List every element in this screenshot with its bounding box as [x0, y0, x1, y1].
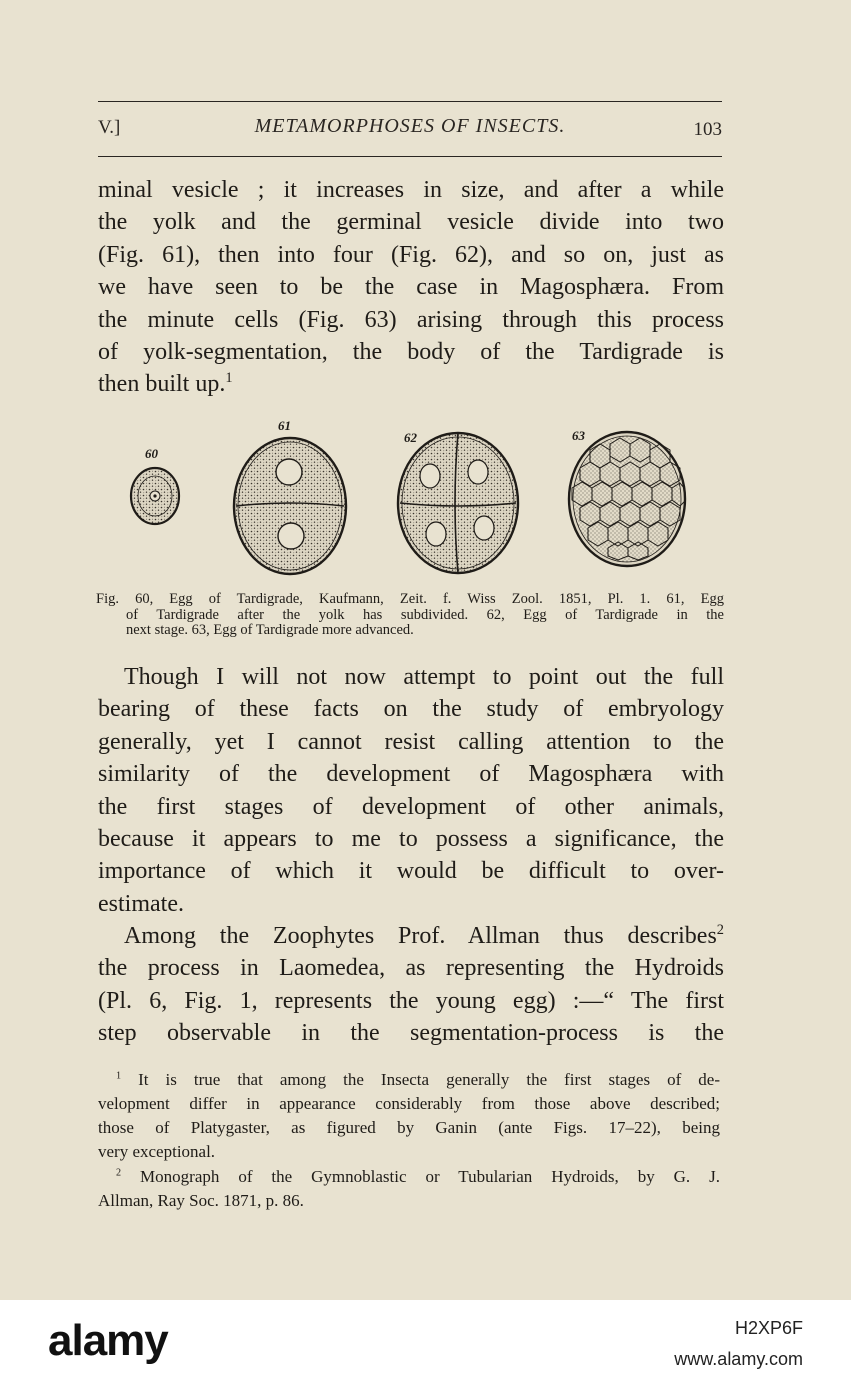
footnote-line: velopment differ in appearance considerably from those above described; [98, 1094, 720, 1113]
caption-line: of Tardigrade after the yolk has subdivided. 62, Egg of Tardigrade in the [126, 606, 724, 623]
footnote-marker-1: 1 [116, 1070, 122, 1082]
fig-61-label: 61 [278, 418, 291, 433]
page-number: 103 [693, 119, 722, 140]
text-line: because it appears to me to possess a significance, the [98, 826, 724, 853]
header-rule-top [98, 101, 722, 102]
footnote-1 [98, 1068, 720, 1164]
text-line: similarity of the development of Magosphæra with [98, 761, 724, 788]
footnote-line: very exceptional. [98, 1142, 216, 1161]
text-line: estimate. [98, 890, 184, 917]
paragraph-3 [98, 920, 724, 1050]
egg-62 [398, 433, 518, 573]
text-line-with-ref [98, 368, 724, 400]
caption-line: next stage. 63, Egg of Tardigrade more advanced. [126, 622, 414, 638]
footnote-line [98, 1165, 720, 1189]
chapter-number: V.] [98, 117, 121, 138]
text-line: (Pl. 6, Fig. 1, represents the young egg) :—“ The first [98, 987, 724, 1014]
text-line: we have seen to be the case in Magosphæra. From [98, 274, 724, 301]
stock-url: www.alamy.com [674, 1349, 803, 1369]
paragraph-2 [98, 661, 724, 920]
footnote-line [98, 1068, 720, 1092]
fig-63-label: 63 [572, 428, 585, 443]
running-head [98, 113, 722, 143]
text-line: the first stages of development of other animals, [98, 793, 724, 820]
fig-60-label: 60 [145, 446, 158, 461]
text-line: Among the Zoophytes Prof. Allman thus describes [124, 923, 717, 949]
egg-61 [234, 438, 346, 574]
stock-image-id: H2XP6F [734, 1318, 803, 1338]
text-line: the minute cells (Fig. 63) arising through this process [98, 306, 724, 333]
footnote-marker-2: 2 [116, 1167, 122, 1179]
figure-tardigrade-eggs [100, 410, 720, 590]
footnote-2 [98, 1165, 720, 1213]
fig-62-label: 62 [404, 430, 417, 445]
footnote-ref-1: 1 [225, 370, 233, 387]
text-line: generally, yet I cannot resist calling attention to the [98, 728, 724, 755]
text-line-with-ref [98, 920, 724, 952]
paragraph-1 [98, 174, 724, 401]
header-rule-bottom [98, 156, 722, 157]
text-line: the yolk and the germinal vesicle divide into two [98, 209, 724, 236]
footnote-text: Monograph of the Gymnoblastic or Tubularian Hydroids, by G. J. [140, 1167, 720, 1186]
text-line: Though I will not now attempt to point out the full [124, 664, 724, 690]
egg-63 [569, 432, 685, 566]
caption-line: Fig. 60, Egg of Tardigrade, Kaufmann, Zeit. f. Wiss Zool. 1851, Pl. 1. 61, Egg [96, 591, 724, 607]
text-line: bearing of these facts on the study of embryology [98, 696, 724, 723]
egg-60 [131, 468, 179, 524]
footnote-line: those of Platygaster, as figured by Ganin (ante Figs. 17–22), being [98, 1118, 720, 1137]
text-line: (Fig. 61), then into four (Fig. 62), and so on, just as [98, 241, 724, 268]
text-line: importance of which it would be difficult to over- [98, 858, 724, 885]
footnote-line: Allman, Ray Soc. 1871, p. 86. [98, 1191, 304, 1210]
footnote-text: It is true that among the Insecta generally the first stages of de- [138, 1070, 720, 1089]
text-line: minal vesicle ; it increases in size, and after a while [98, 177, 724, 203]
text-line: then built up. [98, 371, 226, 398]
text-line: of yolk-segmentation, the body of the Tardigrade is [98, 339, 724, 366]
text-line: step observable in the segmentation-process is the [98, 1020, 724, 1047]
running-title: METAMORPHOSES OF INSECTS. [254, 115, 566, 137]
text-line: the process in Laomedea, as representing the Hydroids [98, 955, 724, 982]
figure-caption [96, 592, 724, 639]
stock-logo: alamy [48, 1316, 168, 1365]
footnote-ref-2: 2 [716, 922, 724, 938]
